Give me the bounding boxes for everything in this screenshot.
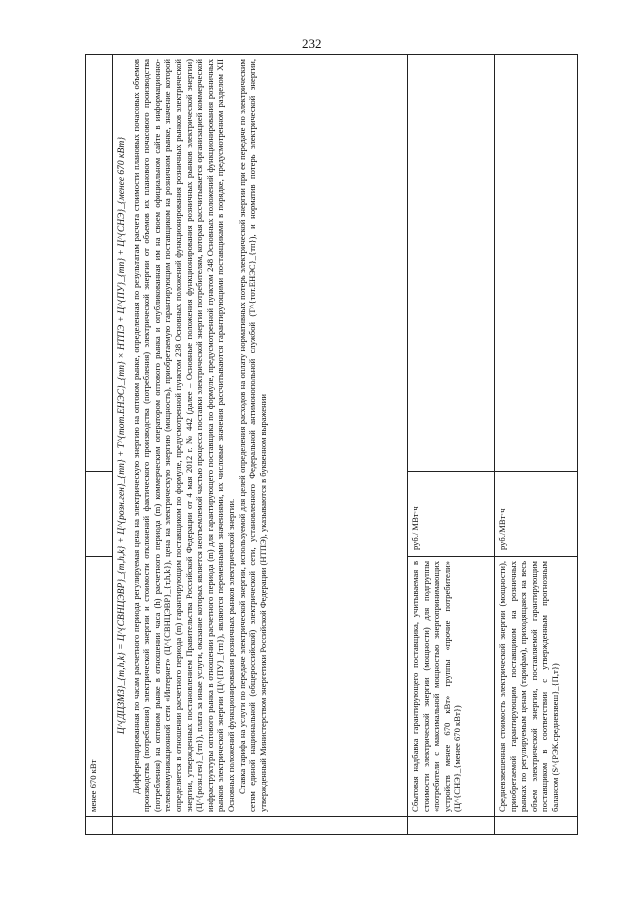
price-formula: Ц^{ДЦЗМЗ}_{т,h,k} = Ц^{СВНЦЭВР}_{т,h,k} + Ц^{розн.ген}_{тп} + T^{тот.ЕНЭС}_{тп} × НТПЭ + Ц^{ПУ}_{тп} + Ц^{СНЭ}_{менее 670 кВт}	[117, 136, 127, 735]
table-row	[86, 55, 113, 835]
value-cell	[495, 55, 578, 472]
formula-cell	[113, 55, 408, 817]
table-row	[495, 55, 578, 835]
unit-cell: руб./ МВт·ч	[408, 472, 495, 557]
page-number: 232	[302, 36, 322, 51]
table-cell	[113, 817, 408, 835]
tariff-table	[85, 54, 578, 835]
table-cell	[86, 817, 113, 835]
table-cell	[86, 55, 113, 472]
value-cell	[408, 55, 495, 472]
table-cell	[408, 817, 495, 835]
table-cell	[495, 817, 578, 835]
table-row	[408, 55, 495, 835]
rotated-page-content	[85, 55, 560, 835]
unit-cell: руб./МВт·ч	[495, 472, 578, 557]
row-label: Средневзвешенная стоимость электрической энергии (мощности), приобретаемой гарантирующим поставщиком на розничных рынках по регулируемым ценам (тарифам), приходящаяся на весь объем электрической энергии, поставляемой гарантирующим поставщиком в соответствии с утвержденным прогнозным балансом (S^{РЭК.средневзвеш}_{П,т})	[495, 557, 578, 817]
row-label: Сбытовая надбавка гарантирующего поставщика, учитываемая в стоимости электрической энергии (мощности) для подгруппы «потребители с максимальной мощностью энергопринимающих устройств менее 670 кВт» группы «прочие потребители» (Ц^{СНЭ}_{менее 670 кВт})	[408, 557, 495, 817]
paragraph: Ставка тарифа на услуги по передаче электрической энергии, используемой для целей определения расходов на оплату нормативных потерь электрической энергии при ее передаче по электрическим сетям единой национальной (общероссийской) электрической сети, установленного Федеральной антимонопольной службой (T^{тот.ЕНЭС}_{тп}), и норматив потерь электрической энергии, утвержденный Министерством энергетики Российской Федерации (НТПЭ), указываются в буквенном выражении	[236, 59, 268, 812]
table-row	[113, 55, 408, 835]
table-cell	[86, 472, 113, 557]
header-cell: менее 670 кВт	[86, 557, 113, 817]
paragraph: Дифференцированная по часам расчетного периода регулируемая цена на электрическую энергию на оптовом рынке, определенная по результатам расчета стоимости плановых почасовых объемов производства (потребления) электрической энергии и стоимости отклонений фактического производства (потребления) электрической энергии от объемов их планового почасового производства (потребления) на оптовом рынке в отношении часа (h) расчетного периода (m) коммерческим оператором оптового рынка и опубликованная им на своем официальном сайте в информационно-телекоммуникационной сети «Интернет» (Ц^{СВНЦЭВР}_{т,h,k}), цена на электрическую энергию (мощность), приобретаемую гарантирующим поставщиком на розничном рынке, значение которой определяется в отношении расчетного периода (m) гарантирующим поставщиком по формуле, предусмотренной пунктом 238 Основных положений функционирования розничных рынков электрической энергии, утвержденных постановлением Правительства Российской Федерации от 4 мая 2012 г. № 442 (далее – Основные положения функционирования розничных рынков электрической энергии) (Ц^{розн.ген}_{тп}), плата за иные услуги, оказание которых является неотъемлемой частью процесса поставки электрической энергии потребителям, которая рассчитывается организацией коммерческой инфраструктуры оптового рынка в отношении расчетного периода (m) для гарантирующего поставщика по формуле, предусмотренной пунктом 248 Основных положений функционирования розничных рынков электрической энергии (Ц^{ПУ}_{тп}), являются переменными значениями, их числовые значения рассчитываются гарантирующими поставщиками в порядке, предусмотренном разделом XII Основных положений функционирования розничных рынков электрической энергии.	[130, 59, 236, 812]
